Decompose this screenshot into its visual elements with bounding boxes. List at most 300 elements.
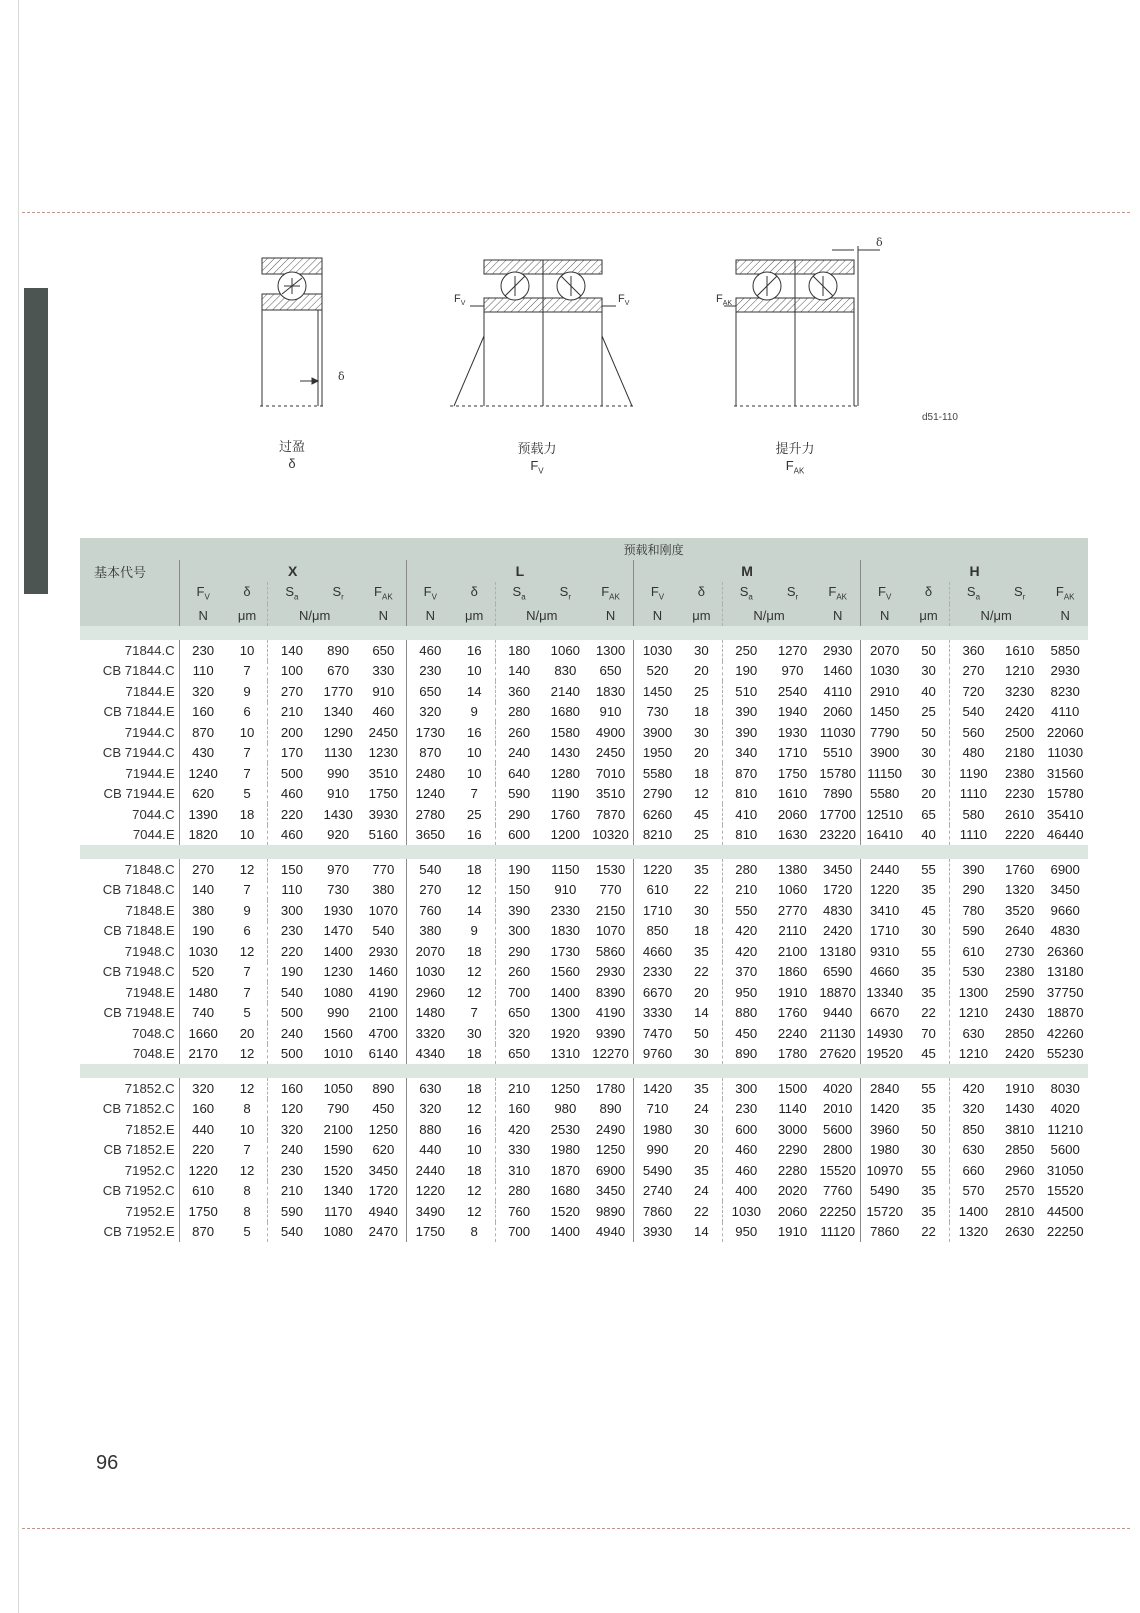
table-cell: 2010 xyxy=(823,1101,853,1117)
table-cell: 8 xyxy=(243,1203,251,1219)
caption-lifting-force: 提升力 $F_{AK}$ xyxy=(775,441,815,476)
table-cell: 35 xyxy=(921,984,936,1000)
table-cell: 12 xyxy=(466,882,482,898)
table-cell: 16 xyxy=(466,642,482,658)
unit-fak: N xyxy=(832,607,843,623)
table-cell: 9 xyxy=(470,923,478,939)
table-cell: 870 xyxy=(179,722,227,743)
table-cell: 250 xyxy=(722,640,770,661)
table-cell: 450 xyxy=(722,1023,770,1044)
table-cell: 2150 xyxy=(595,902,626,918)
table-cell: 1190 xyxy=(551,786,580,802)
table-cell: 11210 xyxy=(1047,1121,1084,1137)
table-cell: 12 xyxy=(239,943,255,959)
table-cell: 1290 xyxy=(323,724,353,740)
table-cell: 1220 xyxy=(179,1160,227,1181)
table-cell: 12 xyxy=(466,1203,482,1219)
table-cell: 8030 xyxy=(1050,1080,1080,1096)
table-cell: 190 xyxy=(268,962,316,983)
table-cell: 6670 xyxy=(861,1003,909,1024)
table-cell: 35 xyxy=(921,1101,936,1117)
table-cell: 650 xyxy=(599,663,622,679)
table-cell: 1300 xyxy=(949,982,997,1003)
table-cell: 610 xyxy=(633,880,681,901)
table-cell: 18 xyxy=(466,861,482,877)
table-cell: 27620 xyxy=(819,1046,857,1062)
table-cell: 330 xyxy=(372,663,395,679)
table-cell: 2490 xyxy=(595,1121,626,1137)
table-cell: 660 xyxy=(949,1160,997,1181)
bearing-code: 71848.C xyxy=(124,861,175,877)
table-cell: 1190 xyxy=(949,763,997,784)
table-cell: 970 xyxy=(781,663,804,679)
symbol-header: δ xyxy=(697,584,705,600)
table-row xyxy=(80,1160,1088,1181)
table-cell: 2430 xyxy=(1005,1005,1035,1021)
table-cell: 7760 xyxy=(823,1183,853,1199)
table-cell: 390 xyxy=(949,859,997,880)
table-cell: 230 xyxy=(268,921,316,942)
table-cell: 7 xyxy=(243,984,251,1000)
unit-delta: μm xyxy=(692,607,711,623)
symbol-header: $S_r$ xyxy=(559,584,571,602)
table-cell: 410 xyxy=(722,804,770,825)
unit-fv: N xyxy=(179,604,227,626)
table-cell: 2730 xyxy=(1005,943,1035,959)
table-cell: 9890 xyxy=(595,1203,626,1219)
table-cell: 380 xyxy=(179,900,227,921)
table-cell: 6140 xyxy=(368,1046,399,1062)
table-cell: 1390 xyxy=(179,804,227,825)
table-cell: 8210 xyxy=(633,825,681,846)
lifting-force-drawing xyxy=(716,236,883,406)
table-row xyxy=(80,1201,1088,1222)
table-cell: 7 xyxy=(470,1005,478,1021)
table-cell: 890 xyxy=(722,1044,770,1065)
table-cell: 3510 xyxy=(368,765,399,781)
table-cell: 880 xyxy=(722,1003,770,1024)
bearing-code: CB 71844.C xyxy=(102,663,175,679)
table-cell: 4830 xyxy=(823,902,853,918)
table-cell: 9 xyxy=(243,902,251,918)
bearing-code: 71852.E xyxy=(125,1121,175,1137)
interference-drawing xyxy=(260,258,345,406)
symbol-header: $S_r$ xyxy=(332,584,344,602)
table-cell: 620 xyxy=(179,784,227,805)
table-cell: 2060 xyxy=(823,704,853,720)
table-cell: 2500 xyxy=(1005,724,1035,740)
table-cell: 420 xyxy=(722,921,770,942)
table-cell: 1470 xyxy=(323,923,353,939)
table-cell: 3520 xyxy=(1005,902,1035,918)
table-cell: 11030 xyxy=(1047,745,1084,761)
table-cell: 2420 xyxy=(1005,704,1035,720)
table-cell: 1400 xyxy=(550,1224,580,1240)
table-cell: 31560 xyxy=(1046,765,1084,781)
table-cell: 1030 xyxy=(179,941,227,962)
table-cell: 22060 xyxy=(1046,724,1084,740)
table-cell: 700 xyxy=(495,982,543,1003)
table-cell: 20 xyxy=(694,663,709,679)
table-cell: 2170 xyxy=(179,1044,227,1065)
svg-text:δ: δ xyxy=(338,370,345,383)
table-cell: 1150 xyxy=(551,861,580,877)
symbol-header: $F_{AK}$ xyxy=(374,584,393,602)
table-cell: 5490 xyxy=(633,1160,681,1181)
table-cell: 2930 xyxy=(595,964,626,980)
table-cell: 45 xyxy=(694,806,709,822)
table-cell: 1910 xyxy=(777,1224,808,1240)
symbol-header: δ xyxy=(243,584,251,600)
table-cell: 22 xyxy=(694,882,709,898)
table-cell: 2610 xyxy=(1005,806,1035,822)
unit-delta: μm xyxy=(237,607,257,623)
page-edge-line xyxy=(18,0,19,1613)
table-cell: 2240 xyxy=(777,1025,808,1041)
table-cell: 3450 xyxy=(1050,882,1080,898)
unit-fak: N xyxy=(1060,607,1070,623)
table-cell: 280 xyxy=(495,1181,543,1202)
table-cell: 630 xyxy=(949,1140,997,1161)
table-cell: 1220 xyxy=(406,1181,454,1202)
table-cell: 460 xyxy=(406,640,454,661)
table-cell: 2810 xyxy=(1005,1203,1035,1219)
table-cell: 50 xyxy=(921,724,936,740)
table-cell: 1460 xyxy=(368,964,399,980)
table-row xyxy=(80,982,1088,1003)
table-cell: 1610 xyxy=(1005,642,1035,658)
table-cell: 4190 xyxy=(368,984,399,1000)
table-cell: 1220 xyxy=(633,859,681,880)
table-cell: 1610 xyxy=(777,786,808,802)
table-cell: 530 xyxy=(949,962,997,983)
table-cell: 150 xyxy=(495,880,543,901)
svg-text:δ: δ xyxy=(876,236,883,249)
table-cell: 1980 xyxy=(633,1119,681,1140)
table-cell: 1720 xyxy=(368,1183,399,1199)
table-cell: 4940 xyxy=(368,1203,399,1219)
table-cell: 1250 xyxy=(550,1080,580,1096)
table-cell: 7860 xyxy=(861,1222,909,1243)
table-cell: 30 xyxy=(694,642,709,658)
table-cell: 2910 xyxy=(861,681,909,702)
bearing-code: CB 71852.C xyxy=(102,1101,175,1117)
table-cell: 2530 xyxy=(550,1121,580,1137)
bearing-code: 71852.C xyxy=(124,1080,175,1096)
table-cell: 1860 xyxy=(777,964,808,980)
table-cell: 5850 xyxy=(1050,642,1080,658)
table-cell: 1750 xyxy=(777,765,808,781)
table-cell: 1910 xyxy=(1005,1080,1035,1096)
table-row xyxy=(80,1044,1088,1065)
table-cell: 35 xyxy=(921,1183,936,1199)
table-cell: 290 xyxy=(949,880,997,901)
table-row xyxy=(80,880,1088,901)
table-cell: 240 xyxy=(495,743,543,764)
table-cell: 5580 xyxy=(861,784,909,805)
table-cell: 2590 xyxy=(1005,984,1035,1000)
table-cell: 540 xyxy=(268,1222,316,1243)
table-cell: 1310 xyxy=(550,1046,580,1062)
table-cell: 22250 xyxy=(819,1203,857,1219)
symbol-header: $S_a$ xyxy=(949,582,997,604)
table-cell: 460 xyxy=(268,825,316,846)
table-cell: 1080 xyxy=(323,1224,353,1240)
table-cell: 1200 xyxy=(550,827,580,843)
bearing-code: CB 71944.C xyxy=(102,745,175,761)
bearing-code: 71952.E xyxy=(125,1203,175,1219)
table-cell: 1400 xyxy=(550,984,580,1000)
table-cell: 2060 xyxy=(777,806,808,822)
table-cell: 15720 xyxy=(861,1201,909,1222)
table-cell: 2020 xyxy=(777,1183,808,1199)
table-cell: 1760 xyxy=(777,1005,808,1021)
table-cell: 1830 xyxy=(550,923,580,939)
unit-fv: N xyxy=(406,604,454,626)
table-cell: 18 xyxy=(466,1162,482,1178)
symbol-header: $S_a$ xyxy=(495,582,543,604)
table-cell: 7470 xyxy=(633,1023,681,1044)
table-cell: 1170 xyxy=(323,1203,353,1219)
bearing-code: CB 71952.C xyxy=(102,1183,175,1199)
table-cell: 7 xyxy=(243,663,251,679)
bearing-code: CB 71948.E xyxy=(103,1005,175,1021)
unit-stiffness: N/μm xyxy=(268,604,361,626)
table-cell: 4110 xyxy=(823,683,852,699)
table-cell: 1060 xyxy=(550,642,580,658)
table-cell: 1010 xyxy=(323,1046,353,1062)
table-cell: 16410 xyxy=(861,825,909,846)
caption-preload: 预载力 $F_V$ xyxy=(517,441,557,476)
table-cell: 25 xyxy=(694,683,709,699)
table-cell: 340 xyxy=(722,743,770,764)
table-cell: 1780 xyxy=(777,1046,808,1062)
table-cell: 500 xyxy=(268,763,316,784)
table-cell: 370 xyxy=(722,962,770,983)
table-cell: 650 xyxy=(495,1003,543,1024)
table-cell: 7 xyxy=(243,745,251,761)
table-row xyxy=(80,743,1088,764)
table-cell: 160 xyxy=(268,1078,316,1099)
table-cell: 3410 xyxy=(861,900,909,921)
table-cell: 1250 xyxy=(595,1142,626,1158)
table-cell: 520 xyxy=(179,962,227,983)
table-cell: 12510 xyxy=(861,804,909,825)
table-cell: 850 xyxy=(949,1119,997,1140)
bearing-code: 71952.C xyxy=(124,1162,175,1178)
table-row xyxy=(80,1119,1088,1140)
table-cell: 2330 xyxy=(633,962,681,983)
table-cell: 7 xyxy=(243,765,251,781)
table-cell: 3230 xyxy=(1005,683,1035,699)
table-cell: 13180 xyxy=(1046,964,1084,980)
table-cell: 1930 xyxy=(323,902,353,918)
table-cell: 720 xyxy=(949,681,997,702)
table-cell: 1080 xyxy=(323,984,353,1000)
bearing-code: CB 71944.E xyxy=(103,786,175,802)
svg-text:FAK: $F_{AK}$ xyxy=(716,293,733,307)
table-cell: 1870 xyxy=(550,1162,580,1178)
table-cell: 55 xyxy=(921,1162,936,1178)
table-cell: 2070 xyxy=(861,640,909,661)
table-cell: 35 xyxy=(694,943,709,959)
table-cell: 190 xyxy=(179,921,227,942)
group-header-h: H xyxy=(861,560,1088,582)
table-cell: 3000 xyxy=(777,1121,808,1137)
table-cell: 890 xyxy=(599,1101,622,1117)
table-cell: 1920 xyxy=(550,1025,580,1041)
table-cell: 380 xyxy=(406,921,454,942)
table-cell: 17700 xyxy=(819,806,857,822)
table-cell: 230 xyxy=(179,640,227,661)
table-cell: 16 xyxy=(466,1121,482,1137)
table-cell: 1730 xyxy=(406,722,454,743)
table-cell: 25 xyxy=(466,806,482,822)
table-cell: 1430 xyxy=(1005,1101,1035,1117)
block-separator xyxy=(80,1064,1088,1078)
symbol-header: $F_V$ xyxy=(861,582,909,604)
table-cell: 12 xyxy=(239,1080,255,1096)
table-cell: 1450 xyxy=(633,681,681,702)
table-row xyxy=(80,1181,1088,1202)
table-cell: 220 xyxy=(268,804,316,825)
table-cell: 980 xyxy=(554,1101,577,1117)
page-number: 96 xyxy=(96,1452,119,1474)
table-cell: 12 xyxy=(239,1162,255,1178)
table-cell: 460 xyxy=(268,784,316,805)
table-cell: 1430 xyxy=(323,806,353,822)
unit-stiffness: N/μm xyxy=(495,604,588,626)
table-cell: 210 xyxy=(722,880,770,901)
table-cell: 1820 xyxy=(179,825,227,846)
table-cell: 590 xyxy=(949,921,997,942)
table-cell: 9760 xyxy=(633,1044,681,1065)
table-cell: 7 xyxy=(243,964,251,980)
table-cell: 1730 xyxy=(550,943,580,959)
table-cell: 8390 xyxy=(595,984,626,1000)
table-row xyxy=(80,859,1088,880)
table-cell: 18 xyxy=(239,806,255,822)
bottom-dashed-rule xyxy=(22,1528,1130,1529)
top-dashed-rule xyxy=(22,212,1130,213)
table-cell: 600 xyxy=(722,1119,770,1140)
unit-fak: N xyxy=(605,607,616,623)
svg-text:FV: $F_V$ xyxy=(618,293,630,307)
table-cell: 1760 xyxy=(550,806,580,822)
table-cell: 3810 xyxy=(1005,1121,1035,1137)
table-cell: 5580 xyxy=(633,763,681,784)
table-cell: 7 xyxy=(243,1142,251,1158)
table-cell: 3330 xyxy=(633,1003,681,1024)
table-cell: 45 xyxy=(921,902,936,918)
table-cell: 30 xyxy=(694,902,709,918)
table-cell: 950 xyxy=(722,1222,770,1243)
table-cell: 2640 xyxy=(1005,923,1035,939)
table-cell: 12 xyxy=(466,984,482,1000)
table-cell: 770 xyxy=(599,882,622,898)
table-cell: 710 xyxy=(633,1099,681,1120)
table-cell: 55 xyxy=(921,861,936,877)
table-cell: 590 xyxy=(495,784,543,805)
table-cell: 790 xyxy=(327,1101,350,1117)
table-cell: 18870 xyxy=(819,984,857,1000)
svg-text:FV: $F_V$ xyxy=(454,293,466,307)
table-cell: 1580 xyxy=(550,724,580,740)
table-cell: 270 xyxy=(949,661,997,682)
table-cell: 240 xyxy=(268,1023,316,1044)
table-cell: 11150 xyxy=(861,763,909,784)
table-cell: 760 xyxy=(495,1201,543,1222)
table-cell: 1070 xyxy=(368,902,399,918)
table-cell: 1030 xyxy=(861,661,909,682)
table-cell: 1950 xyxy=(633,743,681,764)
table-cell: 8230 xyxy=(1050,683,1080,699)
table-cell: 2450 xyxy=(595,745,626,761)
table-cell: 7790 xyxy=(861,722,909,743)
table-cell: 10970 xyxy=(861,1160,909,1181)
table-cell: 14 xyxy=(466,683,482,699)
table-cell: 480 xyxy=(949,743,997,764)
table-cell: 110 xyxy=(268,880,316,901)
table-cell: 18 xyxy=(694,923,709,939)
table-cell: 40 xyxy=(921,683,936,699)
table-cell: 810 xyxy=(722,784,770,805)
table-cell: 2800 xyxy=(823,1142,853,1158)
table-cell: 2100 xyxy=(777,943,808,959)
table-cell: 6900 xyxy=(1050,861,1080,877)
table-cell: 40 xyxy=(921,827,936,843)
table-cell: 970 xyxy=(327,861,350,877)
table-cell: 22250 xyxy=(1046,1224,1084,1240)
table-cell: 22 xyxy=(694,1203,709,1219)
symbol-header: δ xyxy=(924,584,933,600)
table-cell: 2790 xyxy=(633,784,681,805)
group-header-l: L xyxy=(406,560,633,582)
table-cell: 320 xyxy=(949,1099,997,1120)
symbol-header: δ xyxy=(470,584,478,600)
symbol-header: $F_V$ xyxy=(406,582,454,604)
unit-fv: N xyxy=(633,604,681,626)
table-cell: 23220 xyxy=(819,827,857,843)
table-row xyxy=(80,722,1088,743)
group-header-m: M xyxy=(633,560,860,582)
table-cell: 1340 xyxy=(323,1183,353,1199)
table-cell: 25 xyxy=(921,704,936,720)
table-cell: 630 xyxy=(406,1078,454,1099)
table-row xyxy=(80,825,1088,846)
table-cell: 420 xyxy=(949,1078,997,1099)
table-cell: 270 xyxy=(179,859,227,880)
table-cell: 18 xyxy=(694,704,709,720)
table-cell: 1710 xyxy=(633,900,681,921)
table-cell: 160 xyxy=(495,1099,543,1120)
table-cell: 950 xyxy=(722,982,770,1003)
symbol-header: $F_{AK}$ xyxy=(601,584,620,602)
table-cell: 3930 xyxy=(633,1222,681,1243)
table-cell: 15520 xyxy=(819,1162,857,1178)
bearing-code: 71944.C xyxy=(124,724,175,740)
table-cell: 1760 xyxy=(1005,861,1035,877)
table-cell: 300 xyxy=(268,900,316,921)
bearing-code: 7044.C xyxy=(132,806,175,822)
table-cell: 1910 xyxy=(777,984,808,1000)
table-cell: 1630 xyxy=(777,827,808,843)
table-cell: 5 xyxy=(243,1224,251,1240)
table-cell: 14 xyxy=(694,1224,709,1240)
table-row xyxy=(80,661,1088,682)
table-cell: 920 xyxy=(327,827,350,843)
table-cell: 10 xyxy=(239,724,255,740)
